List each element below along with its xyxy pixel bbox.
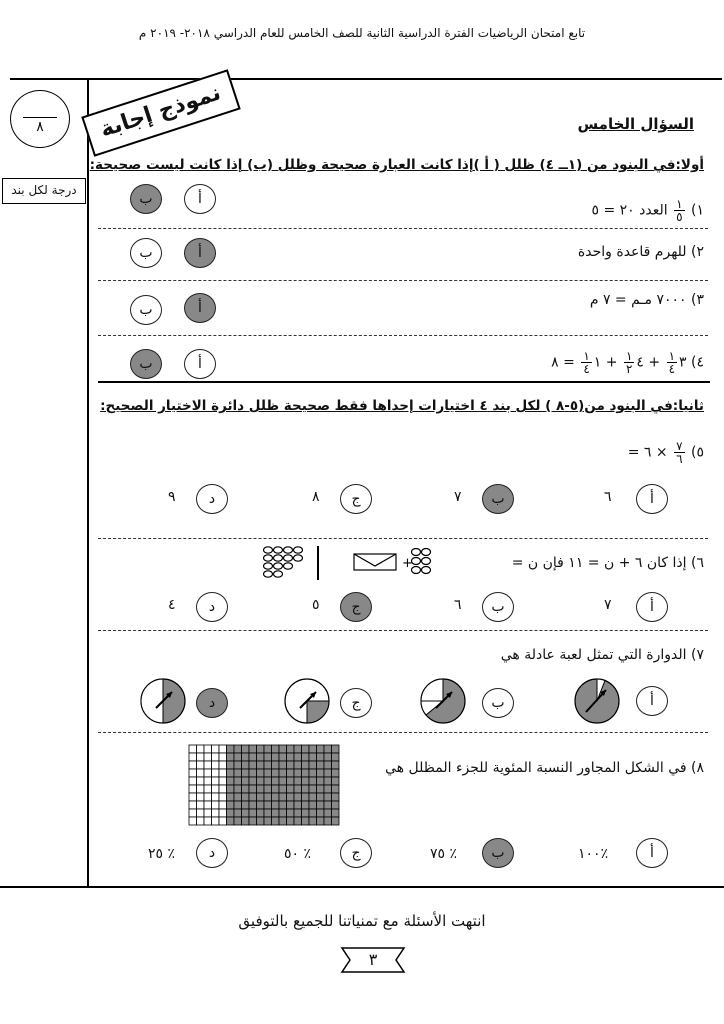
grade-circle	[10, 90, 70, 148]
q8-option-d[interactable]: د	[196, 838, 228, 868]
q6-value-b: ٦	[454, 597, 462, 613]
question-3: ٣) ٧٠٠٠ مـم = ٧ م	[589, 292, 704, 308]
grade-blank-line	[23, 117, 57, 118]
page-number: ٣	[368, 950, 378, 969]
q7-option-b[interactable]: ب	[482, 688, 514, 718]
q7-option-d[interactable]: د	[196, 688, 228, 718]
q8-option-c[interactable]: ج	[340, 838, 372, 868]
q6-option-b[interactable]: ب	[482, 592, 514, 622]
divider	[98, 228, 708, 229]
q7-option-a[interactable]: أ	[636, 686, 668, 716]
question-4: ٤) ٣ $\frac{١}{٤}$ + ٤ $\frac{١}{٢}$ + ١ $\frac{١}{٤}$ = ٨	[551, 349, 704, 376]
plus-sign: +	[402, 556, 413, 571]
part1-instruction: أولا:في البنود من (١ــ ٤) ظلل ( أ )إذا كانت العبارة صحيحة وظلل (ب) إذا كانت ليست صحيحة:	[89, 157, 704, 173]
q2-option-b[interactable]: ب	[130, 238, 162, 268]
q5-value-b: ٧	[454, 489, 462, 505]
section-title: السؤال الخامس	[577, 115, 694, 133]
answer-model-stamp: نموذج إجابة	[81, 69, 240, 157]
q5-option-a[interactable]: أ	[636, 484, 668, 514]
q7-option-c[interactable]: ج	[340, 688, 372, 718]
q8-value-a: ٪١٠٠	[578, 846, 609, 862]
part2-instruction: ثانيا:في البنود من(٥-٨ ) لكل بند ٤ اختيارات إحداها فقط صحيحة ظلل دائرة الاختيار الصحيح:	[100, 398, 704, 414]
question-2: ٢) للهرم قاعدة واحدة	[577, 244, 704, 260]
q5-value-d: ٩	[168, 489, 176, 505]
per-item-label: درجة لكل بند	[2, 178, 86, 204]
q4-option-b[interactable]: ب	[130, 349, 162, 379]
question-8: ٨) في الشكل المجاور النسبة المئوية للجزء المظلل هي	[385, 760, 704, 776]
question-6: ٦) إذا كان ٦ + ن = ١١ فإن ن =	[511, 555, 704, 571]
q5-fraction: $\frac{٧}{٦}$	[676, 439, 683, 466]
spinner-c	[282, 676, 332, 726]
q8-value-d: ٪ ٢٥	[148, 846, 176, 862]
q6-value-c: ٥	[312, 597, 320, 613]
q2-option-a[interactable]: أ	[184, 238, 216, 268]
spinner-d	[138, 676, 188, 726]
q6-option-a[interactable]: أ	[636, 592, 668, 622]
question-7: ٧) الدوارة التي تمثل لعبة عادلة هي	[500, 647, 704, 663]
q8-value-c: ٪ ٥٠	[284, 846, 312, 862]
q4-option-a[interactable]: أ	[184, 349, 216, 379]
spinner-a	[572, 676, 622, 726]
q8-option-b[interactable]: ب	[482, 838, 514, 868]
q5-option-d[interactable]: د	[196, 484, 228, 514]
divider	[98, 335, 708, 336]
q5-option-c[interactable]: ج	[340, 484, 372, 514]
closing-message: انتهت الأسئلة مع تمنياتنا للجميع بالتوفيق	[238, 912, 486, 930]
q3-option-b[interactable]: ب	[130, 295, 162, 325]
q1-fraction: $\frac{١}{٥}$	[676, 197, 683, 224]
q8-option-a[interactable]: أ	[636, 838, 668, 868]
part-divider	[98, 381, 710, 383]
bottom-border	[0, 886, 724, 888]
divider	[98, 538, 708, 539]
q6-option-c[interactable]: ج	[340, 592, 372, 622]
q1-option-a[interactable]: أ	[184, 184, 216, 214]
margin-divider	[87, 78, 89, 888]
spinner-b	[418, 676, 468, 726]
q5-value-a: ٦	[604, 489, 612, 505]
q6-value-a: ٧	[604, 597, 612, 613]
q8-value-b: ٪ ٧٥	[430, 846, 458, 862]
q6-option-d[interactable]: د	[196, 592, 228, 622]
divider	[98, 732, 708, 733]
question-5: ٥) $\frac{٧}{٦}$ × ٦ =	[627, 439, 704, 466]
exam-header: تابع امتحان الرياضيات الفترة الدراسية الثانية للصف الخامس للعام الدراسي ٢٠١٨- ٢٠١٩ م	[138, 26, 586, 40]
q5-value-c: ٨	[312, 489, 320, 505]
q3-option-a[interactable]: أ	[184, 293, 216, 323]
q5-option-b[interactable]: ب	[482, 484, 514, 514]
divider	[98, 280, 708, 281]
top-border	[10, 78, 722, 80]
question-1: ١) $\frac{١}{٥}$ العدد ٢٠ = ٥	[591, 197, 704, 224]
percent-grid	[188, 744, 340, 826]
divider	[98, 630, 708, 631]
grade-denominator: ٨	[36, 119, 44, 135]
q1-option-b[interactable]: ب	[130, 184, 162, 214]
balance-picture	[258, 544, 438, 584]
q6-value-d: ٤	[168, 597, 176, 613]
